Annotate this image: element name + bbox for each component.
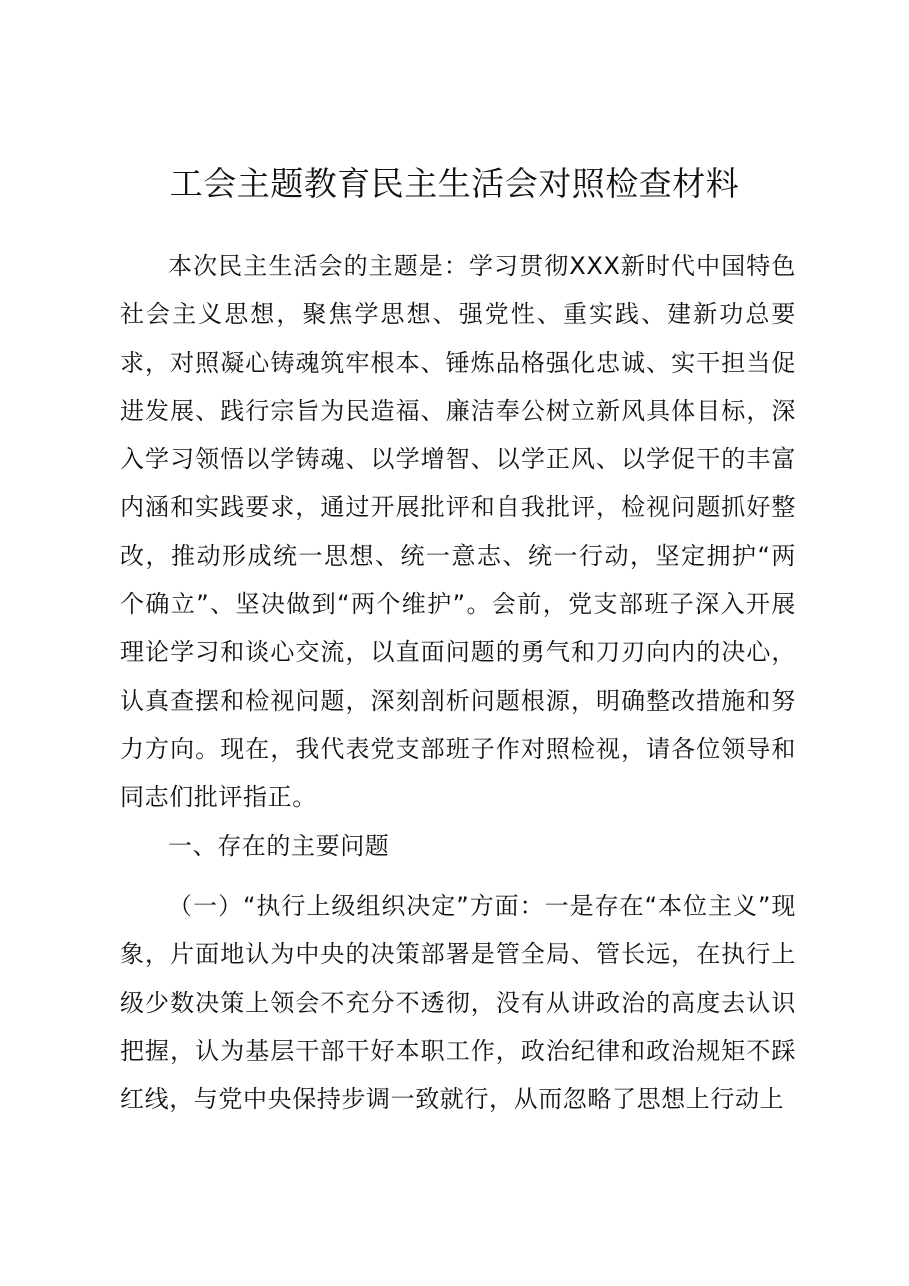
section-heading: 一、存在的主要问题: [168, 832, 390, 860]
intro-paragraph: 本次民主生活会的主题是：学习贯彻XXX新时代中国特色社会主义思想，聚焦学思想、强党性、重实践、建新功总要求，对照凝心铸魂筑牢根本、锤炼品格强化忠诚、实干担当促进发展、践行宗旨为民造福、廉洁奉公树立新风具体目标，深入学习领悟以学铸魂、以学增智、以学正风、以学促干的丰富内涵和实践要求，通过开展批评和自我批评，检视问题抓好整改，推动形成统一思想、统一意志、统一行动，坚定拥护“两个确立”、坚决做到“两个维护”。会前，党支部班子深入开展理论学习和谈心交流，以直面问题的勇气和刀刃向内的决心，认真查摆和检视问题，深刻剖析问题根源，明确整改措施和努力方向。现在，我代表党支部班子作对照检视，请各位领导和同志们批评指正。: [120, 252, 796, 812]
issue-paragraph: （一）“执行上级组织决定”方面：一是存在“本位主义”现象，片面地认为中央的决策部署是管全局、管长远，在执行上级少数决策上领会不充分不透彻，没有从讲政治的高度去认识把握，认为基层干部干好本职工作，政治纪律和政治规矩不踩红线，与党中央保持步调一致就行，从而忽略了思想上行动上: [120, 892, 796, 1114]
document-title: 工会主题教育民主生活会对照检查材料: [169, 164, 740, 203]
